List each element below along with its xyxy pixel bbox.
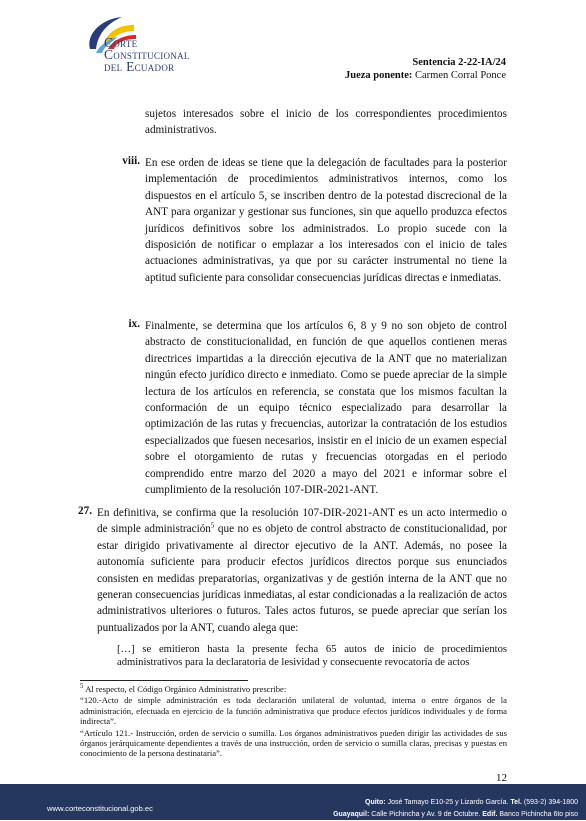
court-name: [104, 37, 190, 73]
tel-value: (593-2) 394-1800: [521, 799, 578, 806]
sentencia-number: Sentencia 2-22-IA/24: [412, 57, 506, 68]
intro-tail-paragraph: sujetos interesados sobre el inicio de los correspondientes procedimientos administrativos.: [145, 108, 507, 137]
quito-address: José Tamayo E10-25 y Lizardo García.: [385, 799, 511, 806]
paragraph-27: [97, 505, 507, 636]
footnote-ref-5[interactable]: 5: [210, 521, 215, 530]
footnote-5-number: 5: [80, 682, 84, 691]
guayaquil-address: Calle Pichincha y Av. 9 de Octubre.: [369, 811, 483, 818]
jueza-name: Carmen Corral Ponce: [415, 70, 506, 81]
paragraph-27-number: 27.: [78, 505, 92, 517]
footnote-5-article-121: “Artículo 121.- Instrucción, orden de servicio o sumilla. Los órganos administrativos pueden dirigir las actividades de sus órganos jerárquicamente dependientes a través de una instrucción, orden de servicio o sumilla claras, precisas y puestas en conocimiento de la persona destinataria”.: [80, 727, 507, 759]
item-ix-number: ix.: [128, 318, 140, 330]
footnote-divider: [80, 680, 248, 681]
guayaquil-label: Guayaquil:: [333, 811, 370, 818]
quito-label: Quito:: [365, 799, 386, 806]
edif-value: Banco Pichincha 6to piso: [497, 811, 578, 818]
logo-line-3: del Ecuador: [104, 59, 175, 74]
logo-line-1: Corte: [104, 35, 138, 50]
guayaquil-address-line: [333, 809, 578, 821]
item-viii-paragraph: En ese orden de ideas se tiene que la delegación de facultades para la posterior implementación de procedimientos administrativos internos, como los dispuestos en el artículo 5, se inscriben dentro de la potestad discrecional de la ANT para organizar y gestionar sus funciones, sin que aquello produzca efectos jurídicos definitivos sobre los administrados. Lo propio sucede con la disposición de notificar o emplazar a los interesados con el inicio de tales actuaciones administrativas, ya que por su carácter instrumental no tiene la aptitud suficiente para consolidar consecuencias jurídicas directas e inmediatas.: [145, 157, 507, 284]
court-logo: [82, 15, 252, 77]
tel-label: Tel.: [510, 799, 522, 806]
page-footer: [0, 784, 586, 820]
footnote-5-article-120: “120.-Acto de simple administración es toda declaración unilateral de voluntad, interna o entre órganos de la administración, efectuada en ejercicio de la función administrativa que produce efectos jurídicos individuales y de forma indirecta”.: [80, 695, 507, 727]
paragraph-27-text-b: que no es objeto de control abstracto de constitucionalidad, por estar dirigido privativamente al director ejecutivo de la ANT. Además, no posee la autonomía suficiente para producir efectos jurídicos directos porque sus enunciados consisten en medidas preparatorias, organizativas y de gestión interna de la ANT que no generan consecuencias jurídicas inmediatas, al estar condicionadas a la realización de actos administrativos ulteriores o futuros. Tales actos futuros, se puede apreciar que serían los puntualizados por la ANT, cuando alega que:: [97, 523, 507, 634]
edif-label: Edif.: [482, 811, 498, 818]
logo-line-2: Constitucional: [104, 47, 190, 62]
website-link[interactable]: www.corteconstitucional.gob.ec: [47, 804, 153, 813]
block-quote: […] se emitieron hasta la presente fecha 65 autos de inicio de procedimientos administrativos para la declaratoria de lesividad y consecuente revocatoria de actos: [117, 644, 507, 668]
item-ix-paragraph: Finalmente, se determina que los artículos 6, 8 y 9 no son objeto de control abstracto de constitucionalidad, en función de que aquellos contienen meras directrices impartidas a la dirección ejecutiva de la ANT que no materializan ningún efecto jurídico directo e inmediato. Como se puede apreciar de la simple lectura de los artículos en referencia, se constata que los mismos facultan la conformación de un equipo técnico especializado para desarrollar la optimización de las rutas y frecuencias, autorizar la contratación de los estudios especializados que fuesen necesarios, insistir en el inicio de un examen especial sobre el otorgamiento de rutas y frecuencias otorgadas en el periodo comprendido entre marzo del 2020 a mayo del 2021 e informar sobre el cumplimiento de la resolución 107-DIR-2021-ANT.: [145, 320, 507, 497]
footnotes: [80, 684, 507, 760]
page-number: 12: [496, 772, 507, 784]
jueza-label: Jueza ponente:: [345, 70, 413, 81]
footer-addresses: [333, 797, 578, 821]
document-header: [345, 56, 506, 82]
item-viii-number: viii.: [122, 155, 140, 167]
footnote-5-intro-text: Al respecto, el Código Orgánico Administrativo prescribe:: [85, 684, 287, 694]
quito-address-line: [333, 797, 578, 809]
footnote-5-intro: [80, 684, 507, 694]
paragraph-27-text-a: En definitiva, se confirma que la resolución 107-DIR-2021-ANT es un acto intermedio o de simple administración: [97, 507, 507, 536]
